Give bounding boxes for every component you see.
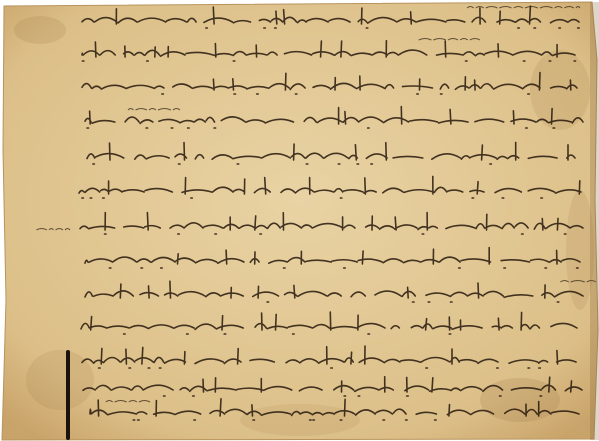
paper-stain [14, 16, 66, 44]
paper-stain [26, 350, 94, 410]
page-edge-shadow [590, 2, 599, 440]
